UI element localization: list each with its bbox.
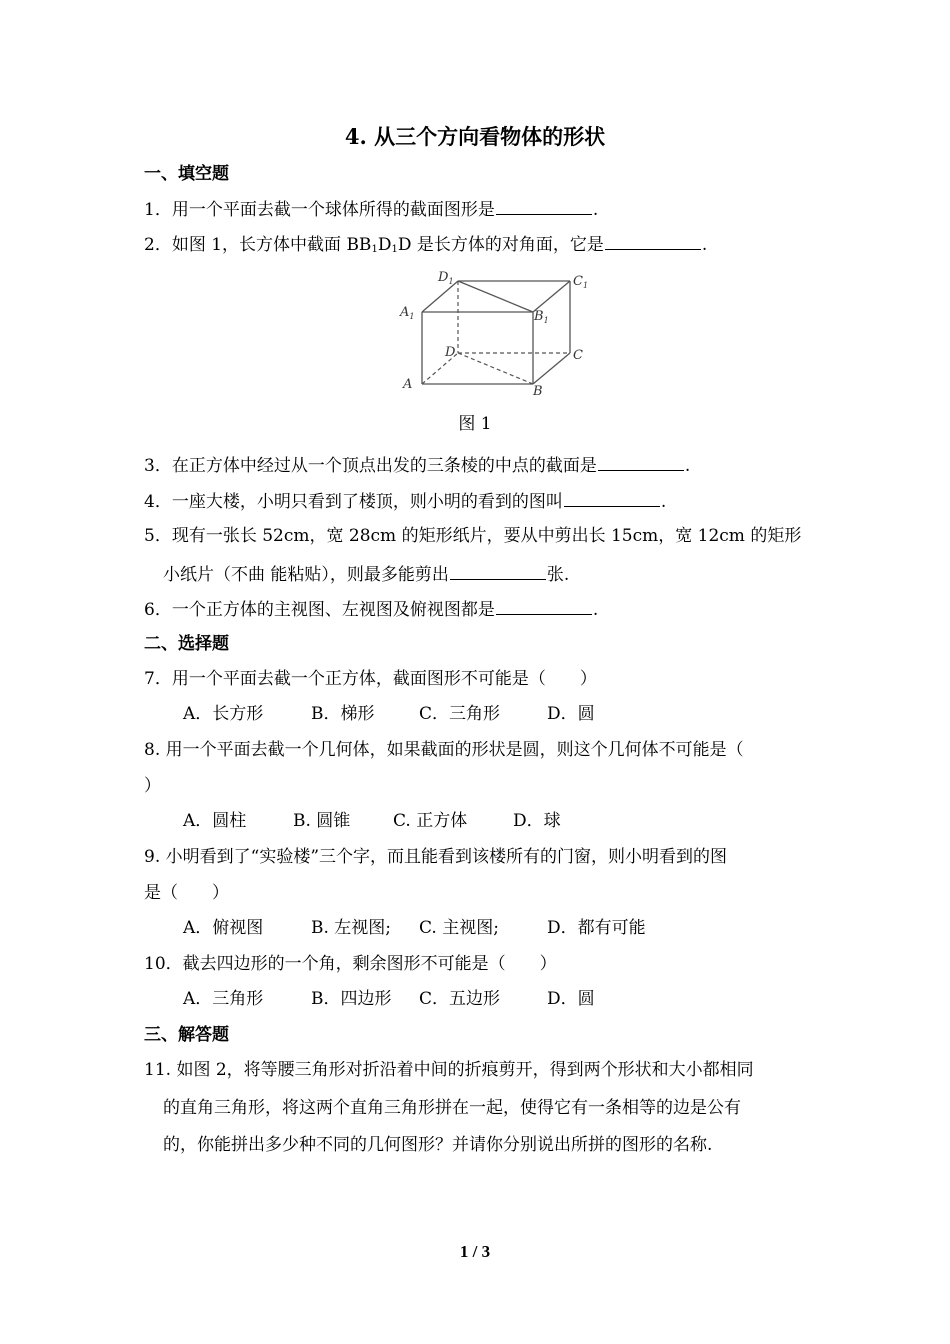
answer-blank [605,231,701,250]
question-9-options [183,915,646,941]
question-1-end: . [592,200,599,220]
section-answer: 三、解答题 [144,1025,229,1045]
option-d: D．都有可能 [547,918,646,938]
question-11-line-3: 的，你能拼出多少种不同的几何图形？并请你分别说出所拼的图形的名称. [163,1135,713,1155]
question-6-text: 6．一个正方体的主视图、左视图及俯视图都是 [144,600,495,620]
option-b: B. 左视图; [311,918,392,938]
option-b: B. 圆锥 [293,811,351,831]
question-3 [144,452,690,479]
question-2-text-pre: 2．如图 1，长方体中截面 BB [144,235,372,255]
question-10-options [183,986,595,1012]
question-5-text: 小纸片（不曲 能粘贴），则最多能剪出 [163,565,449,585]
question-6 [144,596,598,623]
option-c: C．五边形 [419,989,501,1009]
option-d: D．圆 [547,704,595,724]
option-a: A．三角形 [183,989,264,1009]
page-number: 1 / 3 [459,1242,491,1261]
answer-blank [496,196,592,215]
label-b1: $B_1$ [534,309,549,325]
question-9-line-1: 9. 小明看到了“实验楼”三个字，而且能看到该楼所有的门窗，则小明看到的图 [144,847,728,867]
question-3-text: 3．在正方体中经过从一个顶点出发的三条棱的中点的截面是 [144,456,597,476]
question-8-options [183,808,561,834]
question-2-text-mid: D [377,235,392,255]
question-6-end: . [592,600,599,620]
question-1-text: 1．用一个平面去截一个球体所得的截面图形是 [144,200,495,220]
label-c1: $C_1$ [573,274,589,290]
answer-blank [564,488,660,507]
subscript: 1 [391,244,398,255]
question-2 [144,231,707,263]
option-c: C. 主视图; [419,918,499,938]
question-5-end: 张. [546,565,570,585]
option-b: B．四边形 [311,989,392,1009]
question-5-line-1: 5．现有一张长 52cm，宽 28cm 的矩形纸片，要从中剪出长 15cm，宽 12cm 的矩形 [144,526,802,546]
question-8-line-1: 8. 用一个平面去截一个几何体，如果截面的形状是圆，则这个几何体不可能是（ [144,740,744,760]
label-b: B [533,384,543,399]
question-2-text-post: D 是长方体的对角面，它是 [397,235,604,255]
question-4-end: . [660,492,667,512]
question-1 [144,196,598,223]
label-c: C [573,348,583,363]
question-8-line-2: ） [144,776,161,796]
option-c: C. 正方体 [393,811,468,831]
answer-blank [450,561,546,580]
question-5-line-2 [163,561,569,588]
label-a: A [403,377,413,392]
question-11-line-2: 的直角三角形，将这两个直角三角形拼在一起，使得它有一条相等的边是公有 [163,1098,741,1118]
section-choice: 二、选择题 [144,634,229,654]
figure-1-cuboid [395,262,595,402]
option-c: C．三角形 [419,704,501,724]
option-a: A．俯视图 [183,918,264,938]
question-10: 10．截去四边形的一个角，剩余图形不可能是（ ） [144,954,557,974]
subscript: 1 [371,244,378,255]
question-3-end: . [684,456,691,476]
figure-1-caption: 图 1 [458,414,492,434]
label-a1: $A_1$ [400,305,415,321]
question-7: 7．用一个平面去截一个正方体，截面图形不可能是（ ） [144,669,597,689]
label-d: D [445,345,456,360]
label-d1: $D_1$ [438,270,454,286]
question-7-options [183,701,595,727]
option-b: B．梯形 [311,704,375,724]
option-a: A．圆柱 [183,811,247,831]
answer-blank [598,452,684,471]
option-a: A．长方形 [183,704,264,724]
option-d: D．圆 [547,989,595,1009]
page-title: 4. 从三个方向看物体的形状 [344,124,606,149]
question-4-text: 4．一座大楼，小明只看到了楼顶，则小明的看到的图叫 [144,492,563,512]
answer-blank [496,596,592,615]
question-4 [144,488,666,515]
question-11-line-1: 11. 如图 2，将等腰三角形对折沿着中间的折痕剪开，得到两个形状和大小都相同 [144,1060,754,1080]
question-9-line-2: 是（ ） [144,883,229,903]
section-fill-in: 一、填空题 [144,164,229,184]
question-2-end: . [701,235,708,255]
option-d: D．球 [513,811,561,831]
